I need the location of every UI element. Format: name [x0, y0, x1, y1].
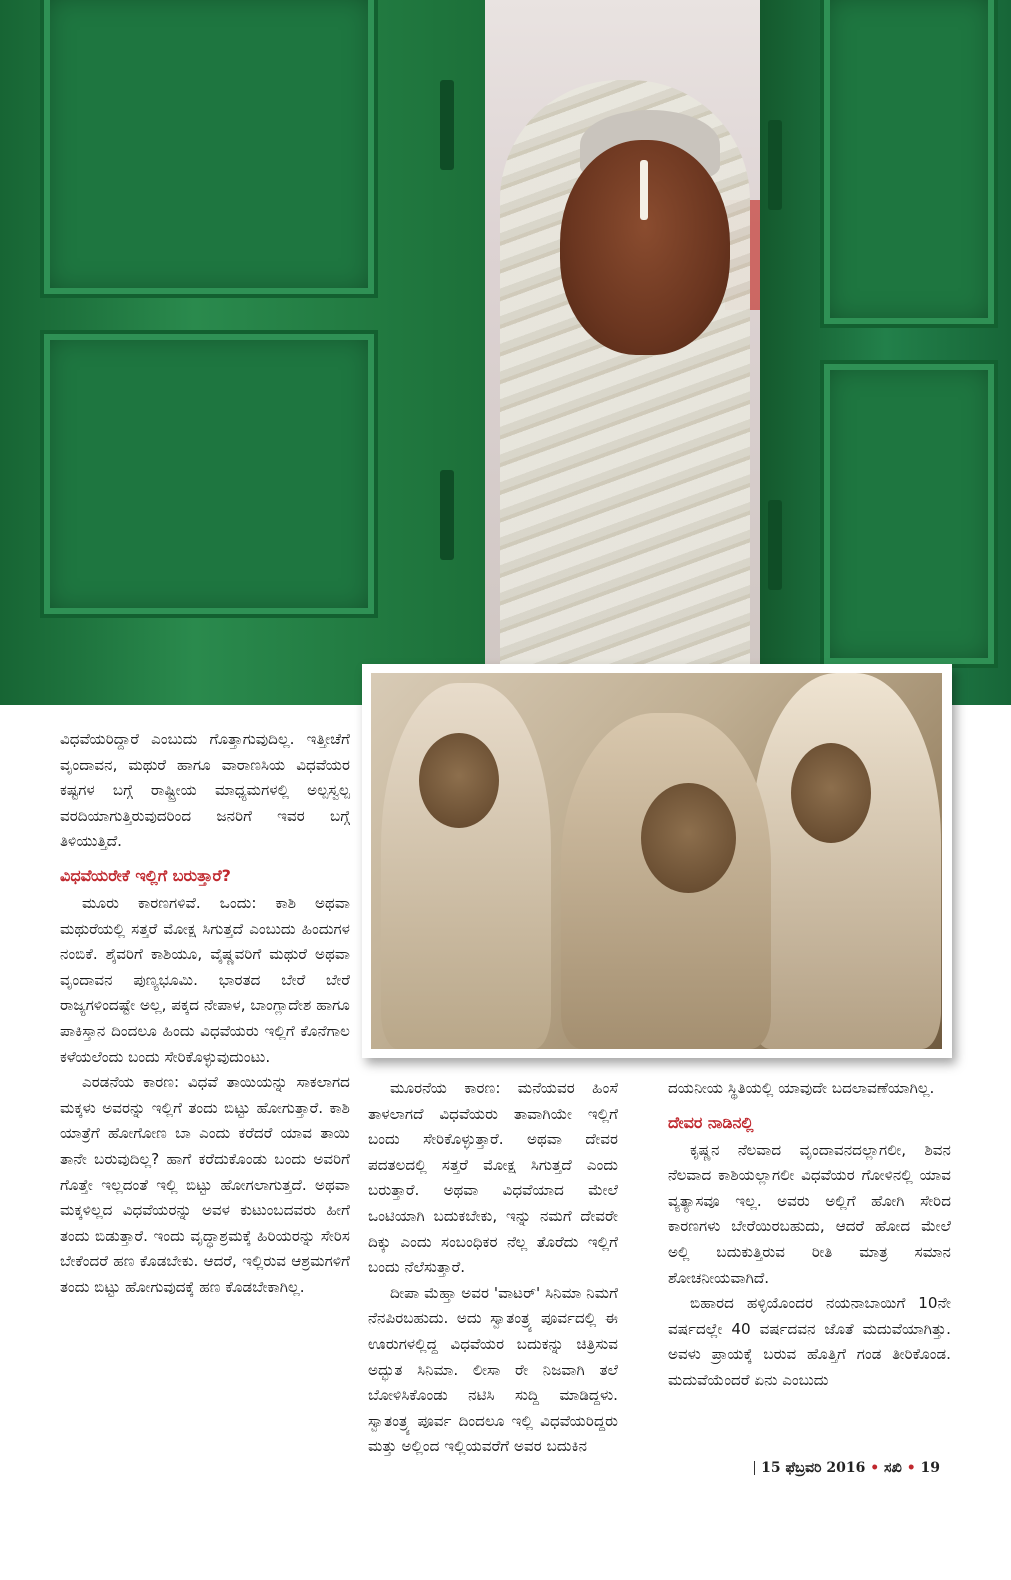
article-column-1: [60, 727, 350, 1300]
inset-photo-widows: [371, 673, 942, 1049]
hero-photo: [0, 0, 1011, 705]
paragraph: ವಿಧವೆಯರಿದ್ದಾರೆ ಎಂಬುದು ಗೊತ್ತಾಗುವುದಿಲ್ಲ. ಇತ್ತೀಚೆಗೆ ವೃಂದಾವನ, ಮಥುರೆ ಹಾಗೂ ವಾರಾಣಸಿಯ ವಿಧವೆಯರ ಕಷ್ಟಗಳ ಬಗ್ಗೆ ರಾಷ್ಟ್ರೀಯ ಮಾಧ್ಯಮಗಳಲ್ಲಿ ಅಲ್ಪಸ್ವಲ್ಪ ವರದಿಯಾಗುತ್ತಿರುವುದರಿಂದ ಜನರಿಗೆ ಇವರ ಬಗ್ಗೆ ತಿಳಿಯುತ್ತಿದೆ.: [60, 730, 350, 851]
page-number: 19: [920, 1460, 940, 1476]
paragraph: ಎರಡನೆಯ ಕಾರಣ: ವಿಧವೆ ತಾಯಿಯನ್ನು ಸಾಕಲಾಗದ ಮಕ್ಕಳು ಅವರನ್ನು ಇಲ್ಲಿಗೆ ತಂದು ಬಿಟ್ಟು ಹೋಗುತ್ತಾರೆ. ಕಾಶಿ ಯಾತ್ರೆಗೆ ಹೋಗೋಣ ಬಾ ಎಂದು ಕರೆದರೆ ಯಾವ ತಾಯಿ ತಾನೇ ಬರುವುದಿಲ್ಲ? ಹಾಗೆ ಕರೆದುಕೊಂಡು ಬಂದು ಅವರಿಗೆ ಗೊತ್ತೇ ಇಲ್ಲದಂತೆ ಇಲ್ಲಿ ಬಿಟ್ಟು ಹೋಗಲಾಗುತ್ತದೆ. ಅಥವಾ ಮಕ್ಕಳಿಲ್ಲದ ವಿಧವೆಯರನ್ನು ಅವಳ ಕುಟುಂಬದವರು ಹೀಗೆ ತಂದು ಬಿಡುತ್ತಾರೆ. ಇಂದು ವೃದ್ಧಾಶ್ರಮಕ್ಕೆ ಹಿರಿಯರನ್ನು ಸೇರಿಸ ಬೇಕೆಂದರೆ ಹಣ ಕೊಡಬೇಕು. ಆದರೆ, ಇಲ್ಲಿರುವ ಆಶ್ರಮಗಳಿಗೆ ತಂದು ಬಿಟ್ಟು ಹೋಗುವುದಕ್ಕೆ ಹಣ ಕೊಡಬೇಕಾಗಿಲ್ಲ.: [60, 1073, 350, 1296]
issue-date: 15 ಫೆಬ್ರವರಿ 2016: [761, 1460, 866, 1476]
article-column-3: [668, 1076, 951, 1394]
paragraph: ದಯನೀಯ ಸ್ಥಿತಿಯಲ್ಲಿ ಯಾವುದೇ ಬದಲಾವಣೆಯಾಗಿಲ್ಲ.: [668, 1079, 935, 1097]
article-column-2: [368, 1076, 618, 1460]
right-door: [760, 0, 1011, 705]
inset-photo-frame: [362, 664, 952, 1058]
left-door: [0, 0, 485, 705]
paragraph: ಮೂರು ಕಾರಣಗಳಿವೆ. ಒಂದು: ಕಾಶಿ ಅಥವಾ ಮಥುರೆಯಲ್ಲಿ ಸತ್ತರೆ ಮೋಕ್ಷ ಸಿಗುತ್ತದೆ ಎಂಬುದು ಹಿಂದುಗಳ ನಂಬಿಕೆ. ಶೈವರಿಗೆ ಕಾಶಿಯೂ, ವೈಷ್ಣವರಿಗೆ ಮಥುರೆ ಅಥವಾ ವೃಂದಾವನ ಪುಣ್ಯಭೂಮಿ. ಭಾರತದ ಬೇರೆ ಬೇರೆ ರಾಜ್ಯಗಳಿಂದಷ್ಟೇ ಅಲ್ಲ, ಪಕ್ಕದ ನೇಪಾಳ, ಬಾಂಗ್ಲಾದೇಶ ಹಾಗೂ ಪಾಕಿಸ್ತಾನ ದಿಂದಲೂ ಹಿಂದು ವಿಧವೆಯರು ಇಲ್ಲಿಗೆ ಕೊನೆಗಾಲ ಕಳೆಯಲೆಂದು ಬಂದು ಸೇರಿಕೊಳ್ಳುವುದುಂಟು.: [60, 893, 350, 1066]
paragraph: ಕೃಷ್ಣನ ನೆಲವಾದ ವೃಂದಾವನದಲ್ಲಾಗಲೀ, ಶಿವನ ನೆಲವಾದ ಕಾಶಿಯಲ್ಲಾಗಲೀ ವಿಧವೆಯರ ಗೋಳಿನಲ್ಲಿ ಯಾವ ವ್ಯತ್ಯಾಸವೂ ಇಲ್ಲ. ಅವರು ಅಲ್ಲಿಗೆ ಹೋಗಿ ಸೇರಿದ ಕಾರಣಗಳು ಬೇರೆಯಿರಬಹುದು, ಆದರೆ ಹೋದ ಮೇಲೆ ಅಲ್ಲಿ ಬದುಕುತ್ತಿರುವ ರೀತಿ ಮಾತ್ರ ಸಮಾನ ಶೋಚನೀಯವಾಗಿದೆ.: [668, 1140, 951, 1287]
paragraph: ದೀಪಾ ಮೆಹ್ತಾ ಅವರ 'ವಾಟರ್' ಸಿನಿಮಾ ನಿಮಗೆ ನೆನಪಿರಬಹುದು. ಅದು ಸ್ವಾತಂತ್ರ್ಯ ಪೂರ್ವದಲ್ಲಿ ಈ ಊರುಗಳಲ್ಲಿದ್ದ ವಿಧವೆಯರ ಬದುಕನ್ನು ಚಿತ್ರಿಸುವ ಅದ್ಭುತ ಸಿನಿಮಾ. ಲೀಸಾ ರೇ ನಿಜವಾಗಿ ತಲೆ ಬೋಳಿಸಿಕೊಂಡು ನಟಿಸಿ ಸುದ್ದಿ ಮಾಡಿದ್ದಳು. ಸ್ವಾತಂತ್ರ್ಯ ಪೂರ್ವ ದಿಂದಲೂ ಇಲ್ಲಿ ವಿಧವೆಯರಿದ್ದರು ಮತ್ತು ಅಲ್ಲಿಂದ ಇಲ್ಲಿಯವರೆಗೆ ಅವರ ಬದುಕಿನ: [368, 1283, 618, 1456]
section-heading: ದೇವರ ನಾಡಿನಲ್ಲಿ: [668, 1112, 754, 1132]
page-folio: 15 ಫೆಬ್ರವರಿ 2016 • ಸಖಿ • 19: [740, 1460, 940, 1476]
section-heading: ವಿಧವೆಯರೇಕೆ ಇಲ್ಲಿಗೆ ಬರುತ್ತಾರೆ?: [60, 865, 231, 885]
paragraph: ಬಿಹಾರದ ಹಳ್ಳಿಯೊಂದರ ನಯನಾಬಾಯಿಗೆ 10ನೇ ವರ್ಷದಲ್ಲೇ 40 ವರ್ಷದವನ ಜೊತೆ ಮದುವೆಯಾಗಿತ್ತು. ಅವಳು ಪ್ರಾಯಕ್ಕೆ ಬರುವ ಹೊತ್ತಿಗೆ ಗಂಡ ತೀರಿಕೊಂಡ. ಮದುವೆಯೆಂದರೆ ಏನು ಎಂಬುದು: [668, 1294, 951, 1389]
magazine-name: ಸಖಿ: [884, 1460, 902, 1476]
paragraph: ಮೂರನೆಯ ಕಾರಣ: ಮನೆಯವರ ಹಿಂಸೆ ತಾಳಲಾಗದೆ ವಿಧವೆಯರು ತಾವಾಗಿಯೇ ಇಲ್ಲಿಗೆ ಬಂದು ಸೇರಿಕೊಳ್ಳುತ್ತಾರೆ. ಅಥವಾ ದೇವರ ಪದತಲದಲ್ಲಿ ಸತ್ತರೆ ಮೋಕ್ಷ ಸಿಗುತ್ತದೆ ಎಂದು ಬರುತ್ತಾರೆ. ಅಥವಾ ವಿಧವೆಯಾದ ಮೇಲೆ ಒಂಟಿಯಾಗಿ ಬದುಕಬೇಕು, ಇನ್ನು ನಮಗೆ ದೇವರೇ ದಿಕ್ಕು ಎಂದು ಸಂಬಂಧಿಕರ ನೆಲ್ಲ ತೊರೆದು ಇಲ್ಲಿಗೆ ಬಂದು ನೆಲೆಸುತ್ತಾರೆ.: [368, 1079, 618, 1277]
